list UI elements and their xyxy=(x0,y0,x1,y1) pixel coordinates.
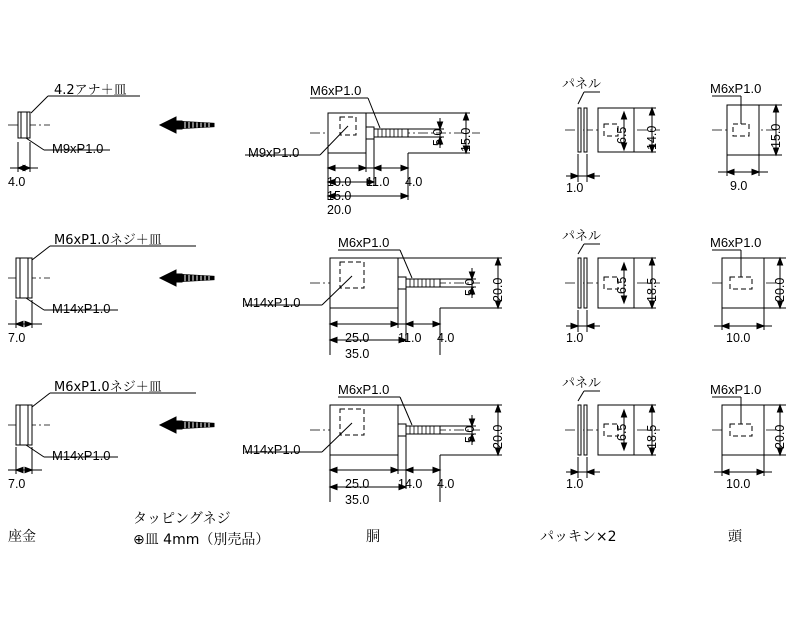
label-washer-1-callout-top: 4.2アナ＋皿 xyxy=(54,83,127,98)
dim-body-1-right-outer: 15.0 xyxy=(459,127,473,152)
dim-body-2-right-inner: 5.0 xyxy=(463,278,477,296)
dim-washer-2-width: 7.0 xyxy=(8,331,26,345)
label-washer-2-callout-bottom: M14xP1.0 xyxy=(52,301,111,316)
label-head-2-thread: M6xP1.0 xyxy=(710,235,762,250)
dim-gasket-3-bottom: 1.0 xyxy=(566,477,584,491)
dim-body-3-b: 14.0 xyxy=(398,477,423,491)
tapping-screw-2 xyxy=(160,270,214,286)
dim-body-1-b: 11.0 xyxy=(366,175,390,189)
dim-head-3-bottom: 10.0 xyxy=(726,477,751,491)
tapping-screw-1 xyxy=(160,117,214,133)
label-head-1-thread: M6xP1.0 xyxy=(710,81,762,96)
column-caption-head: 頭 xyxy=(728,529,742,545)
label-gasket-3-panel: パネル xyxy=(562,376,602,391)
label-washer-3-callout-top: M6xP1.0ネジ＋皿 xyxy=(54,380,162,395)
label-body-2-callout-left: M14xP1.0 xyxy=(242,295,301,310)
dim-body-3-sum1: 35.0 xyxy=(345,493,370,507)
label-washer-3-callout-bottom: M14xP1.0 xyxy=(52,448,111,463)
label-washer-2-callout-top: M6xP1.0ネジ＋皿 xyxy=(54,233,162,248)
label-body-3-callout-left: M14xP1.0 xyxy=(242,442,301,457)
dim-head-2-bottom: 10.0 xyxy=(726,331,751,345)
dim-gasket-1-outer: 14.0 xyxy=(645,125,659,150)
label-washer-1-callout-bottom: M9xP1.0 xyxy=(52,141,104,156)
dim-body-2-right-outer: 20.0 xyxy=(491,277,505,302)
tapping-screw-3 xyxy=(160,417,214,433)
column-caption-screw-line1: タッピングネジ xyxy=(133,511,231,527)
dim-body-3-right-inner: 5.0 xyxy=(463,425,477,443)
dim-head-1-right: 15.0 xyxy=(769,123,783,148)
column-caption-washer: 座金 xyxy=(8,529,36,545)
dim-body-3-c: 4.0 xyxy=(437,477,455,491)
column-caption-gasket: パッキン×2 xyxy=(540,529,617,545)
dim-body-2-c: 4.0 xyxy=(437,331,455,345)
label-gasket-1-panel: パネル xyxy=(562,77,602,92)
dim-body-2-sum1: 35.0 xyxy=(345,347,370,361)
label-head-3-thread: M6xP1.0 xyxy=(710,382,762,397)
dim-gasket-3-outer: 18.5 xyxy=(645,424,659,449)
label-body-1-callout-left: M9xP1.0 xyxy=(248,145,300,160)
label-body-3-thread: M6xP1.0 xyxy=(338,382,390,397)
dim-body-1-c: 4.0 xyxy=(405,175,423,189)
dim-gasket-1-inner: 6.5 xyxy=(615,126,629,144)
dim-head-2-right: 20.0 xyxy=(773,277,787,302)
dim-washer-3-width: 7.0 xyxy=(8,477,26,491)
dim-gasket-2-outer: 18.5 xyxy=(645,277,659,302)
dim-gasket-2-bottom: 1.0 xyxy=(566,331,584,345)
dim-body-1-sum2: 20.0 xyxy=(327,203,352,217)
dim-gasket-1-bottom: 1.0 xyxy=(566,181,584,195)
dim-body-2-a: 25.0 xyxy=(345,331,370,345)
label-gasket-2-panel: パネル xyxy=(562,229,602,244)
dim-head-1-bottom: 9.0 xyxy=(730,179,748,193)
dim-gasket-3-inner: 6.5 xyxy=(615,423,629,441)
dim-washer-1-width: 4.0 xyxy=(8,175,26,189)
dim-body-1-sum1: 15.0 xyxy=(327,189,352,203)
dim-body-2-b: 11.0 xyxy=(398,331,422,345)
dim-gasket-2-inner: 6.5 xyxy=(615,276,629,294)
dim-body-3-right-outer: 20.0 xyxy=(491,424,505,449)
label-body-1-thread: M6xP1.0 xyxy=(310,83,362,98)
dim-body-1-right-inner: 5.0 xyxy=(431,128,445,146)
column-caption-body: 胴 xyxy=(366,529,380,545)
dim-head-3-right: 20.0 xyxy=(773,424,787,449)
column-caption-screw-line2: ⊕皿 4mm（別売品） xyxy=(133,532,270,548)
dim-body-3-a: 25.0 xyxy=(345,477,370,491)
dim-body-1-a: 10.0 xyxy=(327,175,352,189)
label-body-2-thread: M6xP1.0 xyxy=(338,235,390,250)
